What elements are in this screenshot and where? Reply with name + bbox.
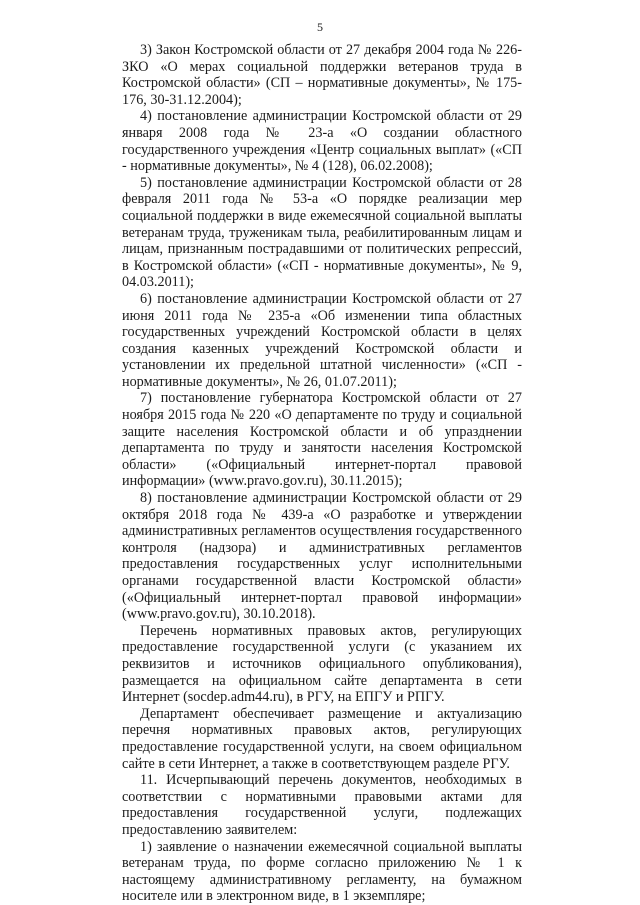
- paragraph-governor-220: 7) постановление губернатора Костромской области от 27 ноября 2015 года № 220 «О департаменте по труду и социальной защите населения Костромской области и об упразднении департамента по труду и занятости населения Костромской области» («Официальный интернет-портал правовой информации» (www.pravo.gov.ru), 30.11.2015);: [122, 390, 522, 490]
- paragraph-section-11: 11. Исчерпывающий перечень документов, необходимых в соответствии с нормативными правовыми актами для предоставления государственной услуги, подлежащих предоставлению заявителем:: [122, 772, 522, 838]
- paragraph-resolution-23a: 4) постановление администрации Костромской области от 29 января 2008 года № 23-а «О создании областного государственного учреждения «Центр социальных выплат» («СП - нормативные документы», № 4 (128), 06.02.2008);: [122, 108, 522, 175]
- paragraph-acts-list: Перечень нормативных правовых актов, регулирующих предоставление государственной услуги (с указанием их реквизитов и источников официального опубликования), размещается на официальном сайте департамента в сети Интернет (socdep.adm44.ru), в РГУ, на ЕПГУ и РПГУ.: [122, 622, 522, 706]
- paragraph-resolution-53a: 5) постановление администрации Костромской области от 28 февраля 2011 года № 53-а «О порядке реализации мер социальной поддержки в виде ежемесячной социальной выплаты ветеранам труда, труженикам тыла, реабилитированным лицам и лицам, признанным пострадавшими от политических репрессий, в Костромской области» («СП - нормативные документы», № 9, 04.03.2011);: [122, 174, 522, 291]
- document-body: [122, 42, 522, 905]
- paragraph-department-duty: Департамент обеспечивает размещение и актуализацию перечня нормативных правовых актов, регулирующих предоставление государственной услуги, на своем официальном сайте в сети Интернет, а также в соответствующем разделе РГУ.: [122, 705, 522, 772]
- paragraph-resolution-235a: 6) постановление администрации Костромской области от 27 июня 2011 года № 235-а «Об изменении типа областных государственных учреждений Костромской области в целях создания казенных учреждений Костромской области и установлении их предельной штатной численности» («СП - нормативные документы», № 26, 01.07.2011);: [122, 290, 522, 390]
- paragraph-law-226: 3) Закон Костромской области от 27 декабря 2004 года № 226-ЗКО «О мерах социальной поддержки ветеранов труда в Костромской области» (СП – нормативные документы», № 175-176, 30-31.12.2004);: [122, 42, 522, 108]
- page-number: 5: [317, 20, 323, 34]
- paragraph-application-form: 1) заявление о назначении ежемесячной социальной выплаты ветеранам труда, по форме согласно приложению № 1 к настоящему административному регламенту, на бумажном носителе или в электронном виде, в 1 экземпляре;: [122, 838, 522, 905]
- paragraph-resolution-439a: 8) постановление администрации Костромской области от 29 октября 2018 года № 439-а «О разработке и утверждении административных регламентов осуществления государственного контроля (надзора) и административных регламентов предоставления государственных услуг исполнительными органами государственной власти Костромской области» («Официальный интернет-портал правовой информации» (www.pravo.gov.ru), 30.10.2018).: [122, 490, 522, 623]
